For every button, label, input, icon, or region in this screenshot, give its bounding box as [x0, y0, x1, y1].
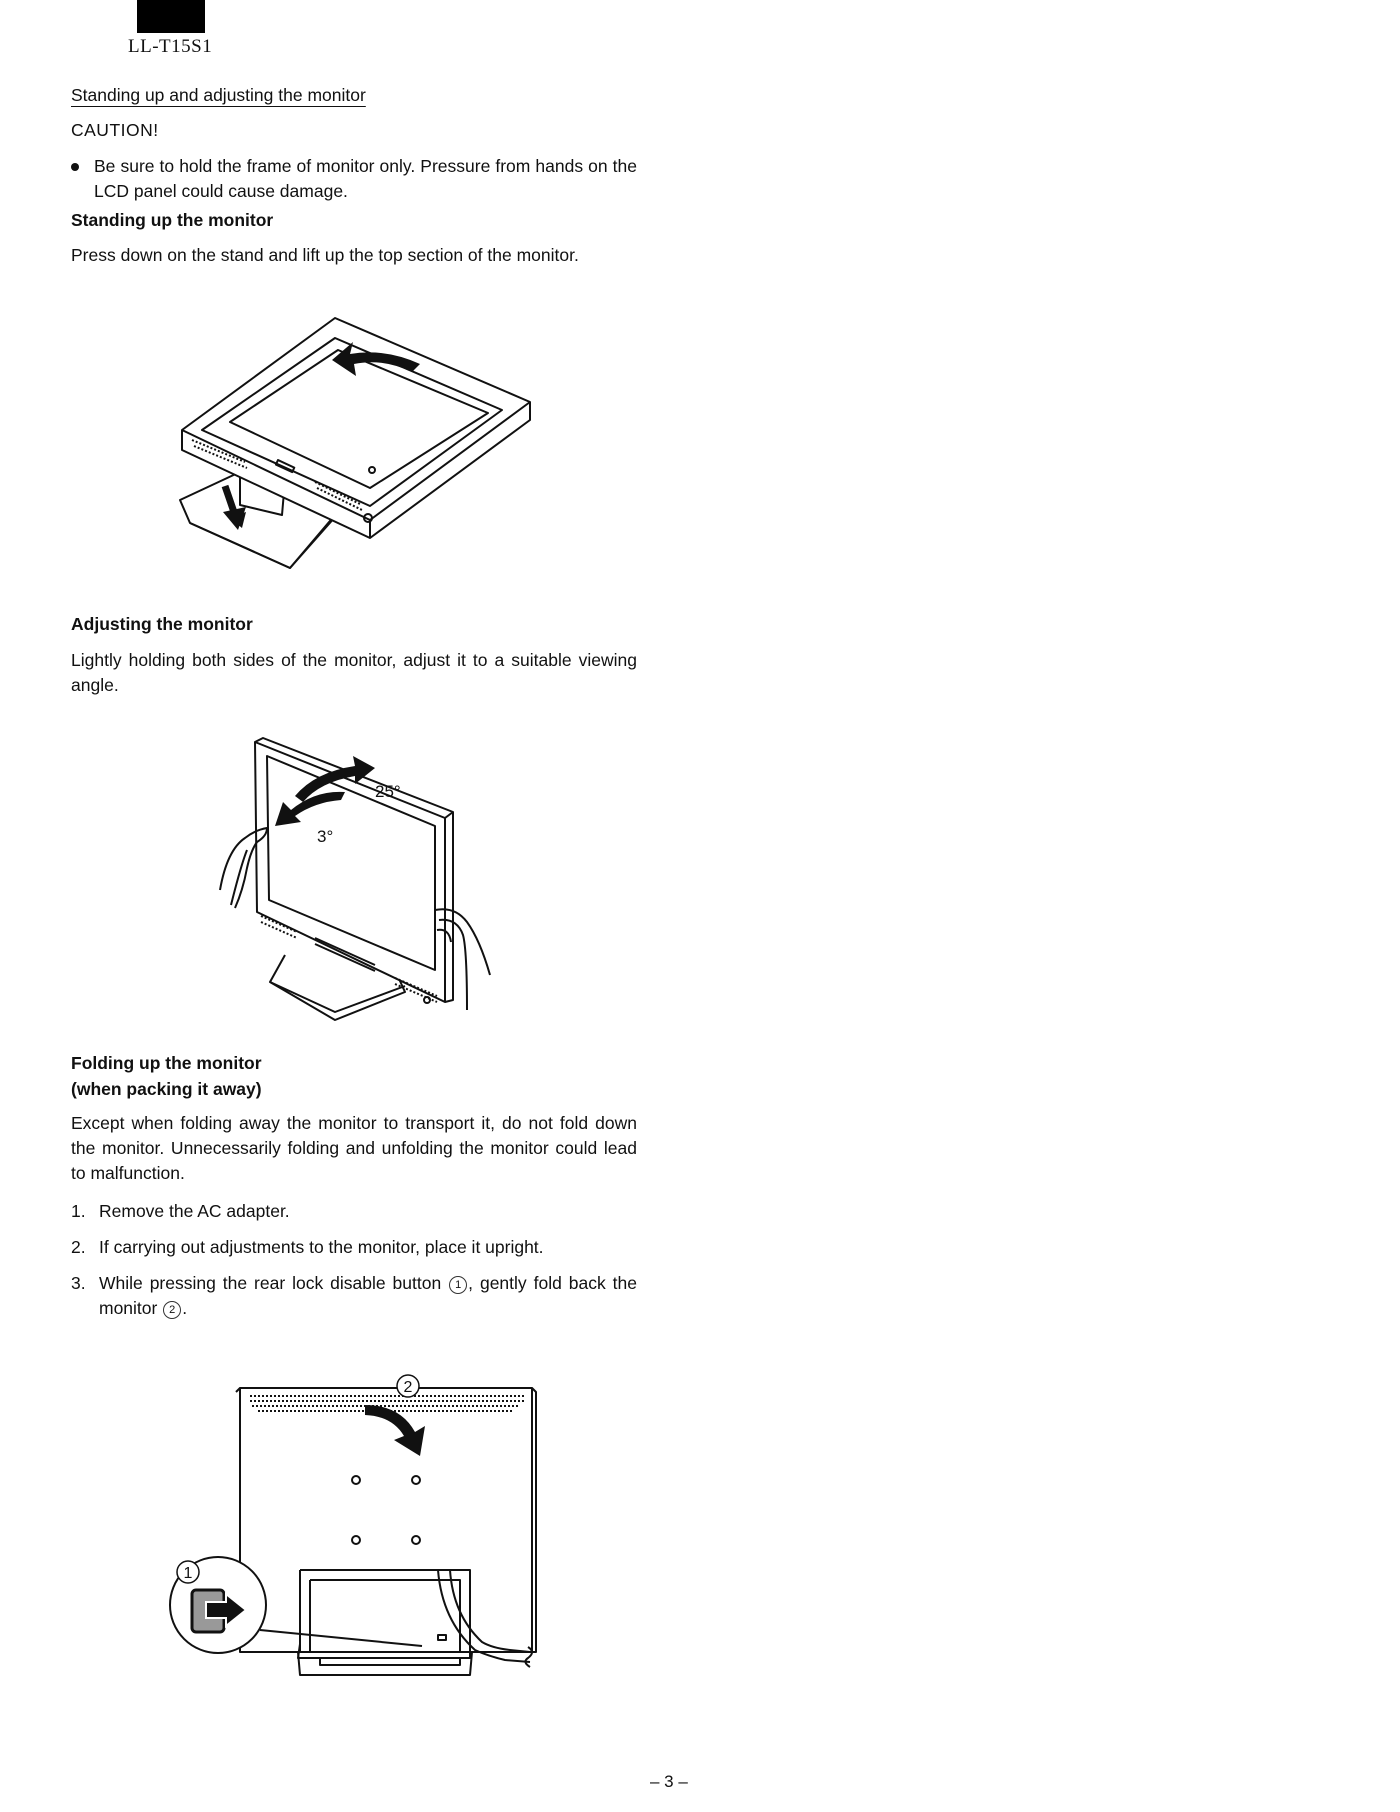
step-2-text: If carrying out adjustments to the monitor, place it upright.: [99, 1237, 544, 1257]
step-1-number: 1.: [71, 1201, 86, 1221]
illustration-standing-monitor: [170, 310, 540, 580]
model-number: LL-T15S1: [128, 36, 213, 57]
header-black-tab: [137, 0, 205, 33]
step-3-number: 3.: [71, 1273, 86, 1293]
step-1: [71, 1199, 637, 1224]
callout-2: 2: [403, 1379, 413, 1396]
folding-heading-line2: (when packing it away): [71, 1079, 262, 1099]
step-3-marker-2: 2: [163, 1301, 181, 1319]
caution-bullet: [71, 154, 637, 204]
step-2-number: 2.: [71, 1237, 86, 1257]
angle-back-label: 25°: [375, 782, 401, 801]
step-3-text-b: , gently fold back the monitor: [99, 1273, 637, 1318]
step-3-marker-1: 1: [449, 1276, 467, 1294]
page-number: – 3 –: [650, 1772, 688, 1791]
caution-text: Be sure to hold the frame of monitor only. Pressure from hands on the LCD panel could cause damage.: [94, 156, 637, 201]
step-3-text-c: .: [182, 1298, 188, 1318]
adjusting-heading: Adjusting the monitor: [71, 614, 253, 634]
caution-label: CAUTION!: [71, 120, 159, 140]
step-2: [71, 1235, 637, 1260]
section-title: Standing up and adjusting the monitor: [71, 85, 366, 105]
folding-heading-line1: Folding up the monitor: [71, 1053, 262, 1073]
illustration-folding-monitor: [170, 1370, 550, 1680]
folding-text: Except when folding away the monitor to transport it, do not fold down the monitor. Unnecessarily folding and unfolding the monitor could lead to malfunction.: [71, 1113, 637, 1183]
step-3: [71, 1271, 637, 1321]
illustration-adjusting-monitor: [205, 730, 505, 1030]
step-1-text: Remove the AC adapter.: [99, 1201, 290, 1221]
step-3-text-a: While pressing the rear lock disable button: [99, 1273, 449, 1293]
angle-forward-label: 3°: [317, 827, 334, 846]
bullet-dot-icon: [71, 163, 79, 171]
standing-text: Press down on the stand and lift up the top section of the monitor.: [71, 245, 579, 265]
standing-heading: Standing up the monitor: [71, 210, 274, 230]
callout-1: 1: [183, 1565, 193, 1582]
adjusting-text: Lightly holding both sides of the monitor, adjust it to a suitable viewing angle.: [71, 650, 637, 695]
